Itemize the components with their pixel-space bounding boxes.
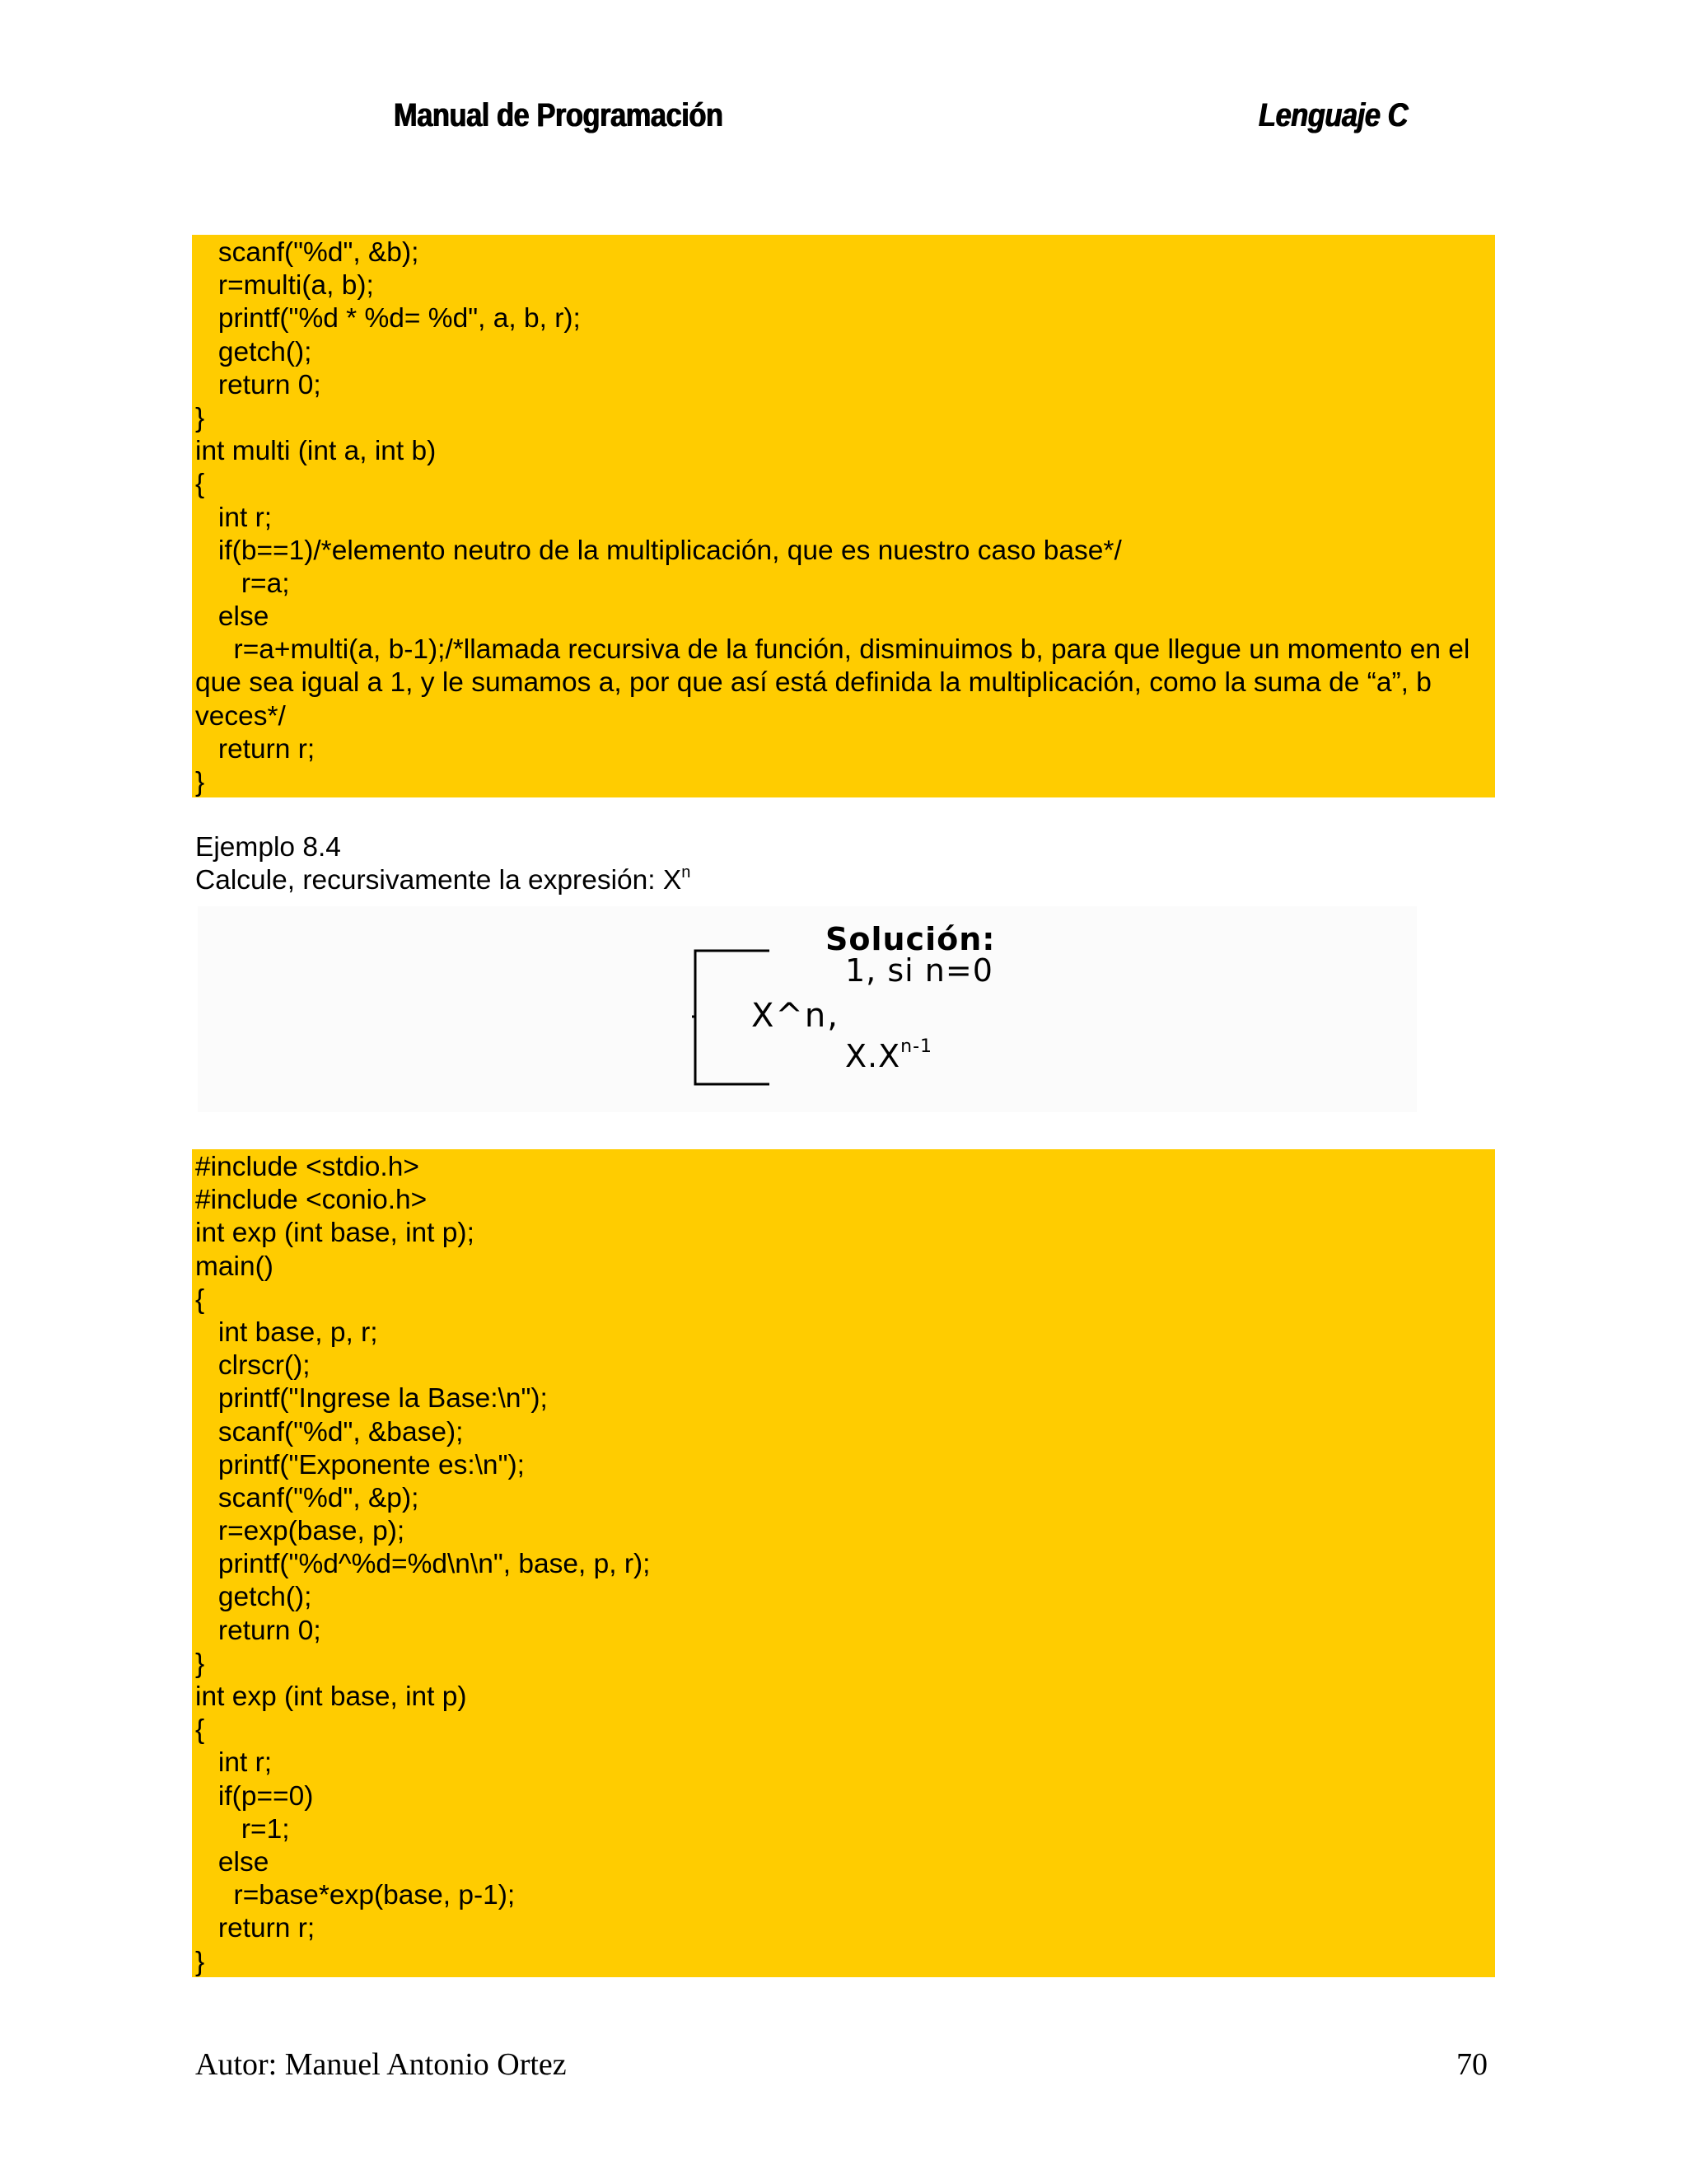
recursive-case-base: X.X xyxy=(845,1038,901,1074)
code-line: return 0; xyxy=(195,1615,321,1646)
code-line: if(p==0) xyxy=(195,1780,314,1812)
example-statement xyxy=(195,864,690,897)
code-line: printf("Exponente es:\n"); xyxy=(195,1449,525,1480)
code-line: int exp (int base, int p); xyxy=(195,1218,474,1249)
header-subject: Lenguaje C xyxy=(1259,97,1409,133)
code-line: scanf("%d", &base); xyxy=(195,1416,464,1447)
code-block-multiplication xyxy=(192,235,1495,797)
example-exponent: n xyxy=(681,863,691,882)
code-line: printf("%d * %d= %d", a, b, r); xyxy=(195,303,581,334)
code-line: int r; xyxy=(195,502,273,533)
solution-title: Solución: xyxy=(825,921,996,957)
code-line: { xyxy=(195,1714,205,1746)
code-line: else xyxy=(195,601,269,633)
code-line: #include <stdio.h> xyxy=(195,1152,419,1182)
example-title: Ejemplo 8.4 xyxy=(195,832,341,863)
code-block-exponent xyxy=(192,1149,1495,1977)
recursive-case-exponent: n-1 xyxy=(900,1036,933,1057)
code-line: veces*/ xyxy=(195,700,286,732)
solution-diagram xyxy=(198,906,1417,1112)
code-line: main() xyxy=(195,1251,273,1282)
code-line: printf("%d^%d=%d\n\n", base, p, r); xyxy=(195,1549,651,1580)
code-line: return r; xyxy=(195,733,315,765)
code-line: } xyxy=(195,1648,205,1679)
code-line: { xyxy=(195,469,205,500)
code-line: return 0; xyxy=(195,369,321,400)
code-line: r=exp(base, p); xyxy=(195,1516,405,1547)
code-line: int multi (int a, int b) xyxy=(195,436,437,467)
base-case: 1, si n=0 xyxy=(845,952,993,989)
code-line: r=a; xyxy=(195,568,290,599)
recursive-case xyxy=(845,1038,932,1074)
code-line: } xyxy=(195,1946,205,1977)
code-line: clrscr(); xyxy=(195,1350,311,1382)
code-line: #include <conio.h> xyxy=(195,1185,428,1216)
code-line: return r; xyxy=(195,1913,315,1944)
code-line: int exp (int base, int p) xyxy=(195,1681,467,1712)
code-line: r=multi(a, b); xyxy=(195,270,374,302)
code-line: if(b==1)/*elemento neutro de la multiplicación, que es nuestro caso base*/ xyxy=(195,535,1122,566)
code-line: else xyxy=(195,1846,269,1878)
header-title: Manual de Programación xyxy=(394,97,723,133)
code-line: int r; xyxy=(195,1747,273,1779)
code-line: { xyxy=(195,1284,205,1315)
code-line: } xyxy=(195,767,205,797)
code-line: printf("Ingrese la Base:\n"); xyxy=(195,1383,548,1415)
code-line: getch(); xyxy=(195,336,312,367)
code-line: } xyxy=(195,402,205,433)
code-line: r=a+multi(a, b-1);/*llamada recursiva de la función, disminuimos b, para que llegue un momento en el xyxy=(195,634,1470,666)
function-label: X^n, xyxy=(751,997,839,1035)
code-line: r=base*exp(base, p-1); xyxy=(195,1880,516,1911)
code-line: getch(); xyxy=(195,1582,312,1613)
code-line: scanf("%d", &b); xyxy=(195,237,419,268)
code-line: int base, p, r; xyxy=(195,1316,378,1348)
code-line: r=1; xyxy=(195,1813,290,1845)
example-statement-text: Calcule, recursivamente la expresión: X xyxy=(195,865,682,896)
page-number: 70 xyxy=(1456,2047,1488,2082)
code-line: scanf("%d", &p); xyxy=(195,1482,419,1513)
footer-author: Autor: Manuel Antonio Ortez xyxy=(195,2047,567,2082)
code-line: que sea igual a 1, y le sumamos a, por que así está definida la multiplicación, como la suma de “a”, b xyxy=(195,667,1432,699)
